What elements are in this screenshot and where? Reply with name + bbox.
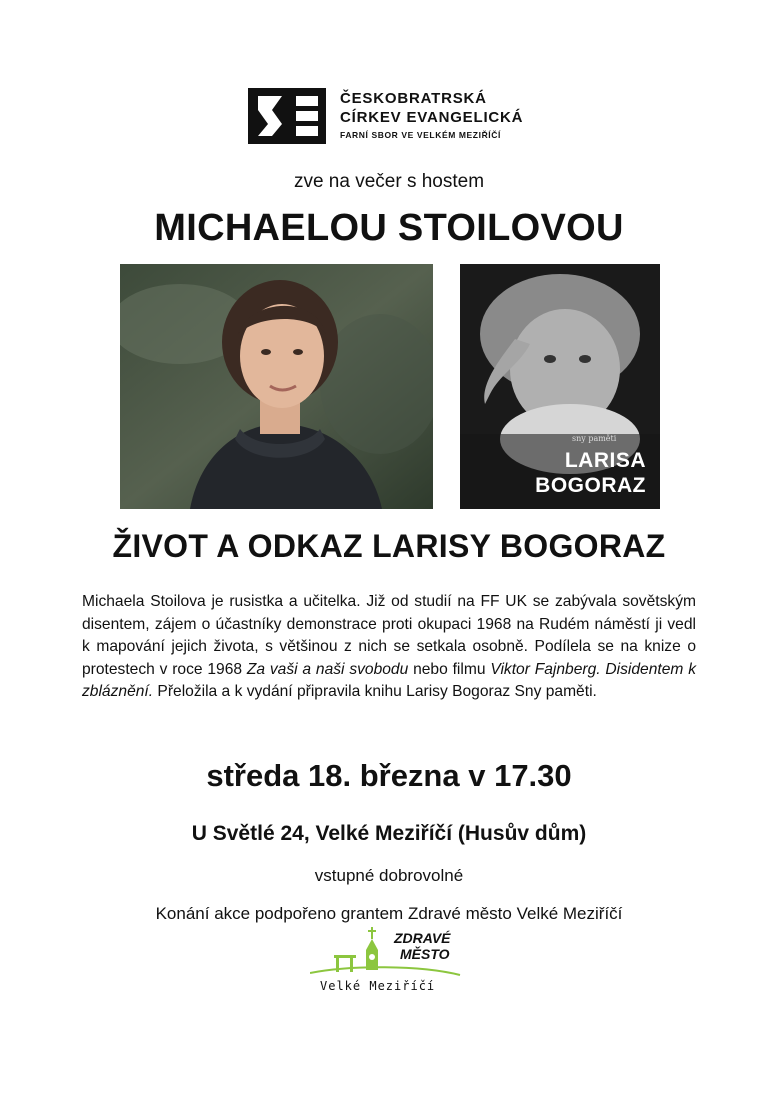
healthy-city-town: Velké Meziříčí bbox=[320, 979, 436, 993]
event-entry: vstupné dobrovolné bbox=[314, 866, 464, 885]
book-title-italic: Za vaši a naši svobodu bbox=[246, 660, 409, 678]
bio-paragraph bbox=[82, 591, 696, 704]
film-title-italic: Viktor Fajnberg. Disidentem k zbláznění. bbox=[82, 660, 697, 701]
book-small-title: sny paměti bbox=[572, 434, 617, 443]
guest-name: MICHAELOU STOILOVOU bbox=[154, 207, 624, 249]
bio-text-1: Michaela Stoilova je rusistka a učitelka. Již od studií na FF UK se zabývala sovětským disentem, zájem o účastníky demonstrace proti okupaci 1968 na Rudém náměstí ji vedl k mapování jejich života, s většinou z nich se setkala osobně. Podílela se na knize o protestech v roce 1968 bbox=[82, 593, 696, 678]
book-author-line1: LARISA bbox=[564, 449, 646, 472]
event-subtitle: ŽIVOT A ODKAZ LARISY BOGORAZ bbox=[112, 528, 666, 564]
org-name-line1: ČESKOBRATRSKÁ bbox=[340, 90, 487, 107]
bio-text-2: nebo filmu bbox=[408, 660, 491, 678]
book-author-line2: BOGORAZ bbox=[535, 474, 646, 497]
org-name-line2: CÍRKEV EVANGELICKÁ bbox=[340, 109, 524, 126]
healthy-city-line2: MĚSTO bbox=[400, 946, 450, 962]
event-date: středa 18. března v 17.30 bbox=[206, 758, 572, 793]
healthy-city-logo bbox=[310, 925, 470, 1000]
event-support: Konání akce podpořeno grantem Zdravé město Velké Meziříčí bbox=[155, 904, 623, 923]
healthy-city-line1: ZDRAVÉ bbox=[394, 930, 451, 946]
guest-photo bbox=[120, 264, 433, 509]
church-logo-icon bbox=[248, 88, 326, 144]
bio-text-3: Přeložila a k vydání připravila knihu Larisy Bogoraz Sny paměti. bbox=[153, 683, 597, 701]
book-cover bbox=[460, 264, 660, 509]
intro-text: zve na večer s hostem bbox=[293, 171, 485, 192]
org-parish: FARNÍ SBOR VE VELKÉM MEZIŘÍČÍ bbox=[340, 130, 501, 140]
event-place: U Světlé 24, Velké Meziříčí (Husův dům) bbox=[191, 822, 587, 845]
